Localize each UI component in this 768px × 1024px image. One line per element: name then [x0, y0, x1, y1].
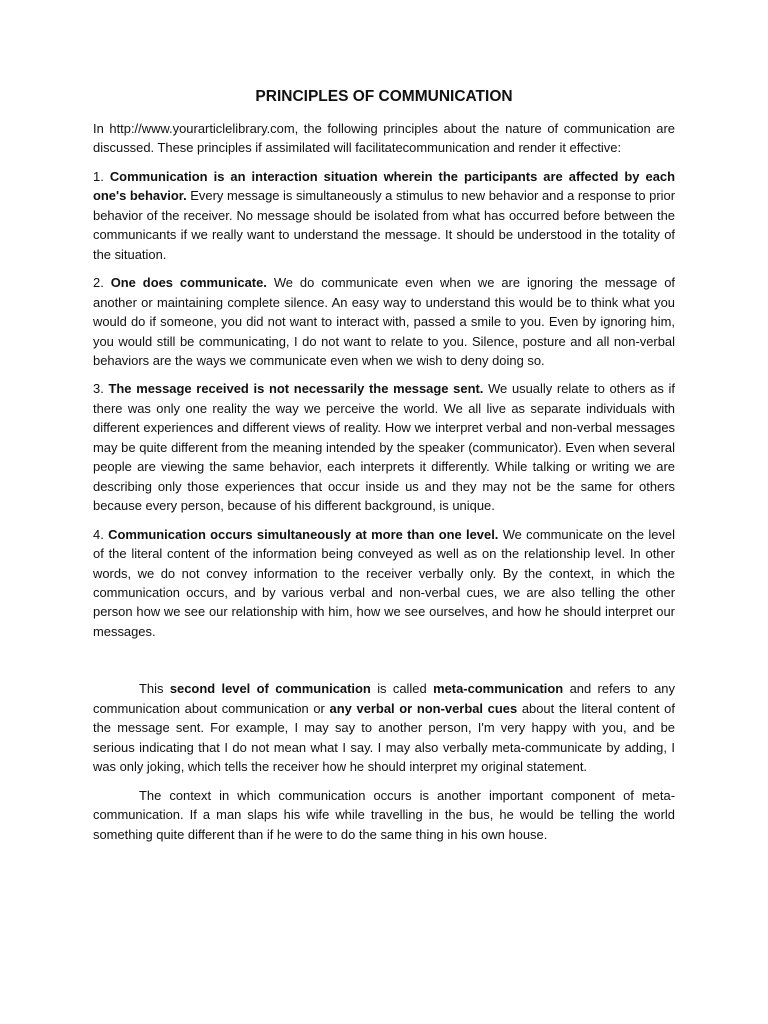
principle-heading: The message received is not necessarily the message sent.	[108, 381, 484, 397]
meta-text-part-3: and refers to any communication about communication or	[93, 681, 675, 716]
meta-bold-verbal-cues: any verbal or non-verbal cues	[329, 700, 518, 716]
principle-heading: Communication is an interaction situation wherein the participants are affected by each one's behavior.	[93, 168, 675, 204]
meta-bold-meta-communication: meta-communication	[433, 681, 564, 697]
principle-heading: Communication occurs simultaneously at more than one level.	[108, 526, 499, 542]
context-paragraph: The context in which communication occurs is another important component of meta-communication. If a man slaps his wife while travelling in the bus, he would be telling the world something quite different than if he were to do the same thing in his own house.	[93, 787, 675, 842]
principle-1	[93, 167, 675, 264]
meta-bold-second-level: second level of communication	[169, 681, 371, 697]
principle-body: We communicate on the level of the literal content of the information being conveyed as well as on the relationship level. In other words, we do not convey information to the receiver verbally only. By the context, in which the communication occurs, and by various verbal and non-verbal cues, we are also telling the other person how we see our relationship with him, how we see ourselves, and how he should interpret our messages.	[93, 526, 675, 639]
principle-4	[93, 525, 675, 642]
principle-number: 1.	[93, 168, 104, 184]
principle-number: 3.	[93, 381, 104, 397]
principle-body: We usually relate to others as if there was only one reality the way we perceive the world. We all live as separate individuals with different experiences and different views of reality. How we interpret verbal and non-verbal messages may be quite different from the meaning intended by the speaker (communicator). Even when several people are viewing the same behavior, each interprets it differently. While talking or writing we are describing only those experiences that occur inside us and they may not be the same for others because every person, because of his different background, is unique.	[93, 381, 675, 514]
document-content	[93, 86, 675, 853]
meta-text-part-2: is called	[377, 681, 427, 697]
principle-2	[93, 273, 675, 370]
principle-3	[93, 379, 675, 515]
principle-heading: One does communicate.	[110, 275, 267, 291]
meta-communication-paragraph	[93, 679, 675, 776]
meta-text-part-1: This	[139, 681, 164, 697]
page-title: PRINCIPLES OF COMMUNICATION	[255, 88, 513, 105]
paragraph-spacer	[93, 650, 675, 679]
principle-number: 2.	[93, 275, 104, 291]
principle-number: 4.	[93, 526, 104, 542]
intro-paragraph: In http://www.yourarticlelibrary.com, the following principles about the nature of communication are discussed. These principles if assimilated will facilitatecommunication and render it effective:	[93, 121, 675, 156]
meta-text-part-4: about the literal content of the message sent. For example, I may say to another person, I'm very happy with you, and be serious indicating that I do not mean what I say. I may also verbally meta-communicate by adding, I was only joking, which tells the receiver how he should interpret my original statement.	[93, 700, 675, 775]
principle-body: Every message is simultaneously a stimulus to new behavior and a response to prior behavior of the receiver. No message should be isolated from what has occurred before between the communicants if we really want to understand the message. It should be understood in the totality of the situation.	[93, 188, 676, 262]
principle-body: We do communicate even when we are ignoring the message of another or maintaining complete silence. An easy way to understand this would be to think what you would do if someone, you did not want to interact with, passed a smile to you. Even by ignoring him, you would still be communicating, I do not want to relate to you. Silence, posture and all non-verbal behaviors are the ways we communicate even when we wish to deny doing so.	[93, 275, 675, 368]
